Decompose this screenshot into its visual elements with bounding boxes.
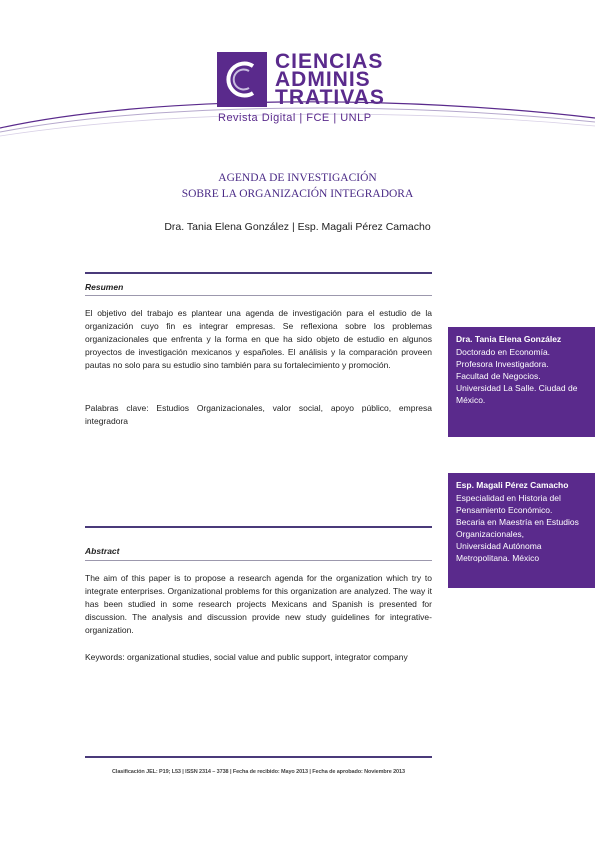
author-box-line: Facultad de Negocios. — [456, 371, 541, 381]
journal-title-line-3: TRATIVAS — [275, 86, 385, 109]
resumen-keywords: Palabras clave: Estudios Organizacionales, valor social, apoyo público, empresa integradora — [85, 403, 432, 426]
section-rule — [85, 526, 432, 528]
abstract-heading: Abstract — [85, 546, 120, 556]
author-box-1 — [448, 327, 595, 437]
resumen-heading: Resumen — [85, 282, 124, 292]
abstract-keywords: Keywords: organizational studies, social value and public support, integrator company — [85, 652, 408, 662]
journal-logo — [217, 52, 267, 107]
footer-classification: Clasificación JEL: P19; L53 | ISSN 2314 – 3738 | Fecha de recibido: Mayo 2013 | Fecha de aprobado: Noviembre 2013 — [112, 769, 405, 775]
footer-rule — [85, 756, 432, 758]
section-rule-thin — [85, 560, 432, 561]
article-authors: Dra. Tania Elena González | Esp. Magali Pérez Camacho — [164, 221, 431, 233]
author-box-name: Esp. Magali Pérez Camacho — [456, 480, 569, 490]
author-box-line: Especialidad en Historia del Pensamiento Económico. — [456, 493, 561, 515]
author-box-name: Dra. Tania Elena González — [456, 334, 562, 344]
journal-title-line-2: ADMINIS — [275, 68, 371, 91]
resumen-text: El objetivo del trabajo es plantear una agenda de investigación para el estudio de la organización cuyo fin es integrar empresas. Se reflexiona sobre los problemas organizacionales que enfrenta y la forma en que ha sido objeto de estudio en algunos proyectos de investigación mexicanos y españoles. El análisis y la comparación proveen pautas no solo para su estudio sino también para su fortalecimiento y promoción. — [85, 308, 432, 370]
section-rule — [85, 272, 432, 274]
author-box-line: Universidad La Salle. Ciudad de México. — [456, 383, 578, 405]
logo-c-icon — [217, 52, 267, 107]
article-title-line-2: SOBRE LA ORGANIZACIÓN INTEGRADORA — [181, 188, 414, 200]
journal-title-line-1: CIENCIAS — [275, 50, 384, 73]
author-box-line: Profesora Investigadora. — [456, 359, 549, 369]
author-box-2 — [448, 473, 595, 588]
author-box-line: Becaria en Maestría en Estudios Organizacionales, — [456, 517, 579, 539]
article-title-line-1: AGENDA DE INVESTIGACIÓN — [218, 172, 377, 184]
section-rule-thin — [85, 295, 432, 296]
author-box-line: Doctorado en Economía. — [456, 347, 551, 357]
author-box-line: Universidad Autónoma Metropolitana. México — [456, 541, 542, 563]
abstract-text: The aim of this paper is to propose a research agenda for the organization which try to integrate enterprises. Organizational problems for this organization are analyzed. The way it has been studied in some research projects Mexicans and Spanish is presented for discussion. The analysis and discussion provide new study guidelines for integrative-organization. — [85, 573, 432, 635]
journal-subtitle: Revista Digital | FCE | UNLP — [218, 112, 372, 124]
